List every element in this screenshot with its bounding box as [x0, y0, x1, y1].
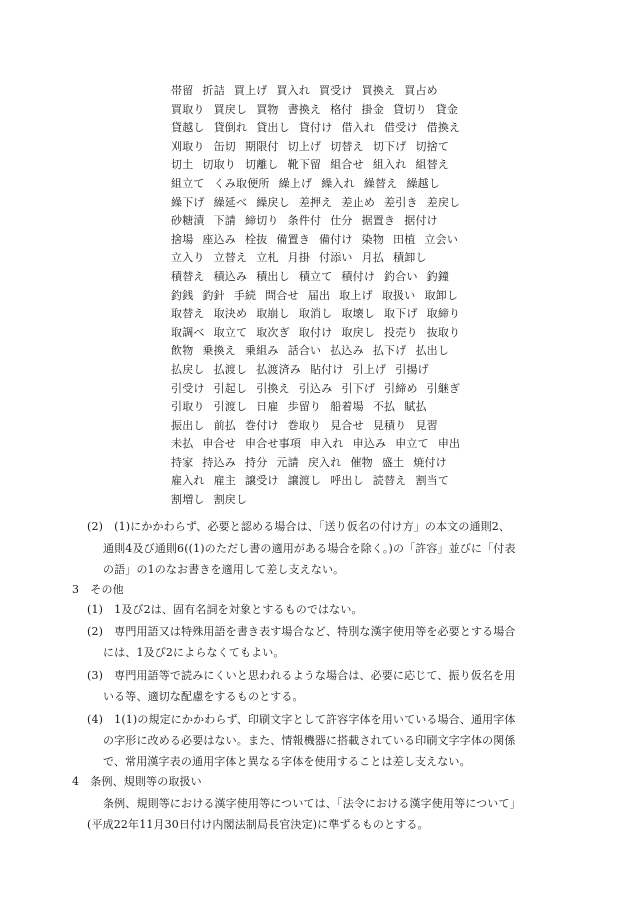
section-3-item-3-line-2: いる等、適切な配慮をするものとする。	[103, 690, 304, 703]
word-entry: 切上げ	[287, 139, 322, 153]
word-entry: 月払	[361, 251, 385, 265]
word-entry: 繰替え	[363, 176, 398, 190]
word-list-line	[171, 101, 611, 120]
word-entry: 繰入れ	[321, 176, 355, 190]
word-entry: 貸切り	[393, 102, 427, 116]
word-entry: 引上げ	[352, 362, 387, 376]
word-entry: 引下げ	[341, 381, 376, 395]
word-entry: 田植	[393, 232, 416, 246]
word-entry: 戻入れ	[307, 455, 342, 469]
word-entry: 仕分	[330, 214, 353, 228]
word-entry: 払込み	[330, 344, 364, 358]
word-list-line	[171, 268, 611, 287]
word-entry: 引換え	[256, 381, 290, 395]
word-entry: 前払	[213, 418, 237, 432]
word-entry: 買取り	[171, 102, 205, 116]
word-entry: 貸付け	[298, 121, 333, 135]
word-entry: 据付け	[404, 214, 438, 228]
word-entry: 取消し	[298, 307, 333, 321]
word-entry: 取戻し	[341, 325, 376, 339]
word-entry: 取下げ	[384, 307, 418, 321]
word-list-line	[171, 324, 611, 343]
word-entry: 繰下げ	[171, 195, 205, 209]
word-entry: 雇主	[213, 474, 237, 488]
word-entry: 申合せ事項	[245, 437, 302, 451]
word-entry: 引受け	[171, 381, 205, 395]
word-entry: 問合せ	[265, 288, 299, 302]
word-entry: 割戻し	[213, 493, 248, 507]
word-entry: 持込み	[202, 455, 237, 469]
word-entry: 立入り	[171, 251, 205, 265]
word-entry: 切捨て	[415, 139, 450, 153]
word-entry: 届出	[307, 288, 331, 302]
word-entry: 貸倒れ	[213, 121, 248, 135]
word-entry: 座込み	[202, 232, 237, 246]
word-entry: 焼付け	[413, 455, 447, 469]
word-list-line	[171, 249, 611, 268]
word-entry: 組立て	[171, 176, 205, 190]
word-entry: 繰上げ	[278, 176, 313, 190]
word-entry: 申入れ	[310, 437, 344, 451]
section-3-heading: 3 その他	[72, 583, 124, 596]
word-entry: 引継ぎ	[426, 381, 461, 395]
word-entry: 積立て	[298, 269, 333, 283]
word-entry: 靴下留	[287, 158, 322, 172]
word-entry: 譲渡し	[287, 474, 322, 488]
word-entry: 差戻し	[426, 195, 461, 209]
word-list-line	[171, 361, 611, 380]
word-entry: 貸越し	[171, 121, 205, 135]
section-4-line-2: (平成22年11月30日付け内閣法制局長官決定)に準ずるものとする。	[87, 818, 429, 831]
word-entry: 借入れ	[341, 121, 376, 135]
word-entry: 釣銭	[171, 288, 194, 302]
word-entry: 差押え	[298, 195, 333, 209]
word-entry: 条件付	[287, 214, 322, 228]
word-entry: 取上げ	[339, 288, 373, 302]
word-entry: 投売り	[384, 325, 418, 339]
word-entry: 取扱い	[381, 288, 416, 302]
word-entry: 切替え	[330, 139, 364, 153]
word-entry: 見合せ	[330, 418, 364, 432]
word-entry: 繰越し	[406, 176, 441, 190]
word-entry: 買入れ	[276, 84, 311, 97]
word-entry: 不払	[372, 400, 396, 414]
word-entry: 引起し	[213, 381, 248, 395]
word-entry: 掛金	[361, 102, 385, 116]
word-entry: 買上げ	[233, 84, 268, 97]
word-entry: 締切り	[245, 214, 279, 228]
section-4-line-1: 条例、規則等における漢字使用等については、「法令における漢字使用等について」	[103, 797, 521, 810]
word-entry: 書換え	[287, 102, 322, 116]
word-entry: 催物	[350, 455, 373, 469]
word-entry: 付添い	[319, 251, 353, 265]
okurigana-word-list	[171, 82, 611, 510]
section-3-item-4-line-1: (4) 1(1)の規定にかかわらず、印刷文字として許容字体を用いている場合、通用字体	[87, 713, 516, 726]
word-entry: 借受け	[384, 121, 418, 135]
word-entry: 申出	[437, 437, 461, 451]
word-entry: 元請	[276, 455, 299, 469]
paragraph-2-line-2: 通則4及び通則6((1)のただし書の適用がある場合を除く。)の「許容」並びに「付表	[103, 542, 516, 555]
word-entry: 切離し	[245, 158, 279, 172]
word-entry: 歩留り	[287, 400, 322, 414]
word-entry: 切取り	[202, 158, 237, 172]
word-entry: 備置き	[276, 232, 311, 246]
word-entry: 取卸し	[424, 288, 459, 302]
word-entry: 申合せ	[202, 437, 237, 451]
word-entry: 取次ぎ	[256, 325, 290, 339]
word-entry: 引渡し	[213, 400, 248, 414]
word-entry: 賦払	[404, 400, 427, 414]
word-list-line	[171, 156, 611, 175]
word-list-line	[171, 212, 611, 231]
word-entry: 取付け	[298, 325, 333, 339]
word-entry: 取調べ	[171, 325, 205, 339]
word-entry: 買換え	[361, 84, 396, 97]
word-list-line	[171, 398, 611, 417]
word-entry: 切下げ	[372, 139, 407, 153]
word-entry: 割当て	[415, 474, 450, 488]
word-entry: 刈取り	[171, 139, 205, 153]
word-entry: 見習	[415, 418, 438, 432]
word-entry: 見積り	[372, 418, 407, 432]
word-entry: 取立て	[213, 325, 248, 339]
word-entry: 差止め	[341, 195, 376, 209]
word-entry: 染物	[361, 232, 385, 246]
word-entry: 抜取り	[426, 325, 461, 339]
word-entry: 読替え	[372, 474, 407, 488]
word-entry: 取締り	[426, 307, 461, 321]
word-entry: 組合せ	[330, 158, 364, 172]
word-entry: 缶切	[213, 139, 237, 153]
word-entry: 乗組み	[245, 344, 279, 358]
word-entry: 格付	[330, 102, 353, 116]
section-3-item-1: (1) 1及び2は、固有名詞を対象とするものではない。	[87, 603, 363, 616]
section-3-item-2-line-2: には、1及び2によらなくてもよい。	[103, 646, 285, 659]
word-entry: 据置き	[361, 214, 396, 228]
word-entry: 手続	[233, 288, 257, 302]
word-entry: 栓抜	[245, 232, 268, 246]
word-entry: 船着場	[330, 400, 364, 414]
paragraph-2-line-3: の語」の1のなお書きを適用して差し支えない。	[103, 563, 345, 576]
word-entry: 積卸し	[393, 251, 427, 265]
word-list-line	[171, 82, 611, 101]
word-list-line	[171, 231, 611, 250]
word-entry: 買戻し	[213, 102, 248, 116]
word-entry: 払渡し	[213, 362, 248, 376]
word-entry: 引取り	[171, 400, 205, 414]
word-entry: 立会い	[424, 232, 459, 246]
word-list-line	[171, 417, 611, 436]
word-entry: 捨場	[171, 232, 194, 246]
word-entry: 積込み	[213, 269, 248, 283]
word-list-line	[171, 454, 611, 473]
word-entry: 飲物	[171, 344, 194, 358]
word-list-line	[171, 175, 611, 194]
word-entry: 買占め	[404, 84, 438, 97]
word-entry: 持分	[245, 455, 268, 469]
word-list-line	[171, 435, 611, 454]
word-list-line	[171, 287, 611, 306]
section-3-item-4-line-3: で、常用漢字表の通用字体と異なる字体を使用することは差し支えない。	[103, 755, 471, 768]
word-entry: 繰延べ	[213, 195, 248, 209]
word-entry: 組入れ	[372, 158, 407, 172]
word-entry: 譲受け	[245, 474, 279, 488]
word-entry: 帯留	[171, 84, 194, 97]
word-entry: 買物	[256, 102, 279, 116]
word-entry: 差引き	[384, 195, 418, 209]
word-entry: 積付け	[341, 269, 376, 283]
word-entry: 釣針	[202, 288, 225, 302]
word-entry: くみ取便所	[213, 176, 270, 190]
word-list-line	[171, 491, 611, 510]
word-entry: 積出し	[256, 269, 290, 283]
word-entry: 払戻し	[171, 362, 205, 376]
word-entry: 取決め	[213, 307, 248, 321]
word-entry: 取替え	[171, 307, 205, 321]
word-entry: 払渡済み	[256, 362, 302, 376]
word-entry: 買受け	[319, 84, 353, 97]
word-entry: 切土	[171, 158, 194, 172]
word-entry: 巻付け	[245, 418, 279, 432]
word-entry: 月掛	[287, 251, 311, 265]
word-entry: 繰戻し	[256, 195, 290, 209]
section-3-item-4-line-2: の字形に改める必要はない。また、情報機器に搭載されている印刷文字字体の関係	[103, 734, 516, 747]
word-entry: 下請	[213, 214, 237, 228]
word-entry: 引揚げ	[395, 362, 429, 376]
word-entry: 積替え	[171, 269, 205, 283]
word-entry: 借換え	[426, 121, 461, 135]
word-entry: 折詰	[202, 84, 225, 97]
word-entry: 釣鐘	[426, 269, 450, 283]
word-entry: 持家	[171, 455, 194, 469]
word-entry: 砂糖漬	[171, 214, 205, 228]
word-entry: 釣合い	[384, 269, 418, 283]
word-entry: 貼付け	[310, 362, 344, 376]
word-entry: 雇入れ	[171, 474, 205, 488]
word-entry: 立札	[256, 251, 279, 265]
word-entry: 申込み	[352, 437, 387, 451]
word-entry: 取壊し	[341, 307, 376, 321]
word-entry: 乗換え	[202, 344, 237, 358]
word-entry: 払下げ	[372, 344, 407, 358]
word-entry: 取崩し	[256, 307, 290, 321]
word-list-line	[171, 194, 611, 213]
word-entry: 振出し	[171, 418, 205, 432]
word-entry: 割増し	[171, 493, 205, 507]
section-3-item-3-line-1: (3) 専門用語等で読みにくいと思われるような場合は、必要に応じて、振り仮名を用	[87, 669, 516, 682]
word-list-line	[171, 380, 611, 399]
word-entry: 日雇	[256, 400, 279, 414]
word-list-line	[171, 305, 611, 324]
word-list-line	[171, 138, 611, 157]
word-list-line	[171, 472, 611, 491]
word-list-line	[171, 119, 611, 138]
word-entry: 呼出し	[330, 474, 364, 488]
word-entry: 期限付	[245, 139, 279, 153]
word-entry: 引締め	[384, 381, 418, 395]
word-entry: 貸出し	[256, 121, 290, 135]
paragraph-2-line-1: (2) (1)にかかわらず、必要と認める場合は、「送り仮名の付け方」の本文の通則2、	[87, 520, 511, 533]
word-entry: 未払	[171, 437, 194, 451]
word-entry: 盛土	[381, 455, 405, 469]
word-entry: 組替え	[415, 158, 450, 172]
word-entry: 払出し	[415, 344, 450, 358]
word-entry: 巻取り	[287, 418, 322, 432]
word-entry: 引込み	[298, 381, 333, 395]
word-entry: 話合い	[287, 344, 322, 358]
section-3-item-2-line-1: (2) 専門用語又は特殊用語を書き表す場合など、特別な漢字使用等を必要とする場合	[87, 625, 516, 638]
section-4-heading: 4 条例、規則等の取扱い	[72, 775, 202, 788]
word-entry: 貸金	[435, 102, 459, 116]
word-entry: 備付け	[319, 232, 353, 246]
word-entry: 立替え	[213, 251, 248, 265]
word-list-line	[171, 342, 611, 361]
word-entry: 申立て	[395, 437, 429, 451]
